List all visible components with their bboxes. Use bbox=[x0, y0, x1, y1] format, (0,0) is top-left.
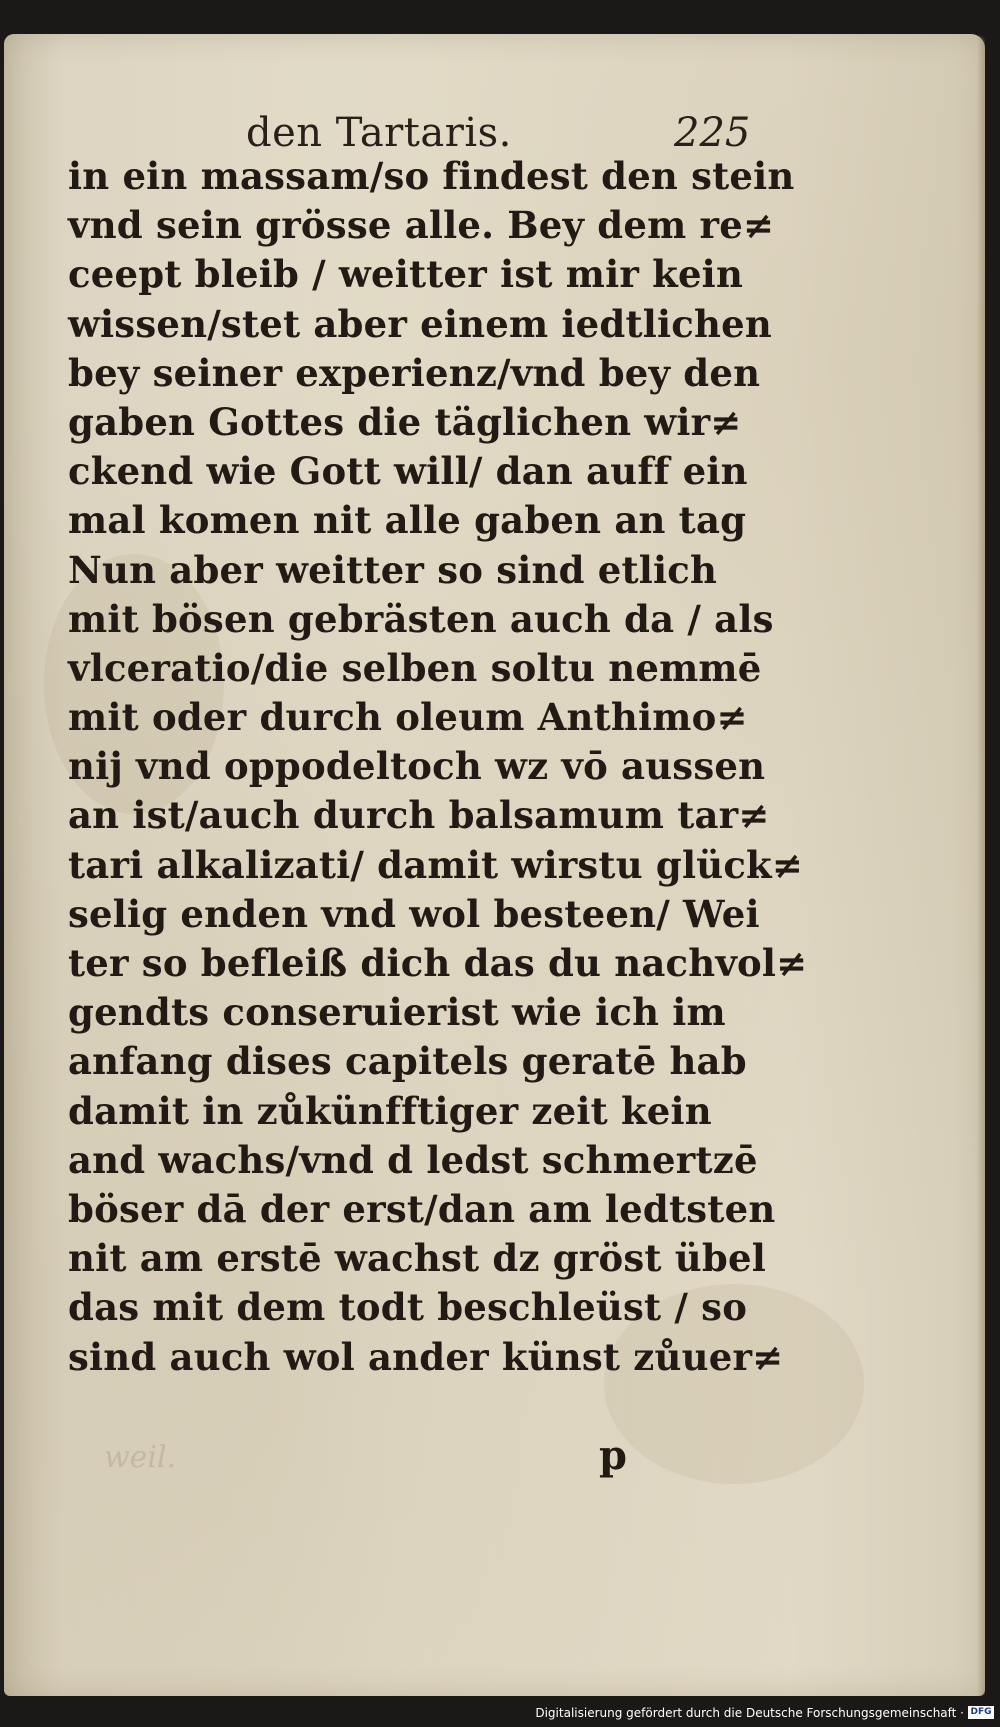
running-head: den Tartaris. bbox=[246, 110, 512, 156]
text-line: ceept bleib / weitter ist mir kein bbox=[68, 252, 744, 297]
body-text bbox=[68, 152, 808, 1382]
bleed-through-text: weil. bbox=[104, 1440, 177, 1475]
book-page bbox=[4, 34, 985, 1696]
text-line: mal komen nit alle gaben an tag bbox=[68, 498, 747, 543]
text-line: mit oder durch oleum Anthimo≠ bbox=[68, 695, 748, 740]
text-line: böser dā der erst/dan am ledtsten bbox=[68, 1186, 776, 1231]
dfg-logo-icon: DFG bbox=[968, 1706, 994, 1719]
text-line: selig enden vnd wol besteen/ Wei bbox=[68, 891, 760, 936]
text-line: damit in zůkünfftiger zeit kein bbox=[68, 1088, 712, 1133]
text-line: in ein massam/so findest den stein bbox=[68, 154, 795, 198]
text-line: an ist/auch durch balsamum tar≠ bbox=[68, 793, 770, 838]
text-line: vnd sein grösse alle. Bey dem re≠ bbox=[68, 203, 775, 248]
text-line: nij vnd oppodeltoch wz vō aussen bbox=[68, 744, 766, 789]
funding-credit: Digitalisierung gefördert durch die Deutsche Forschungsgemeinschaft · bbox=[535, 1706, 964, 1720]
text-line: Nun aber weitter so sind etlich bbox=[68, 547, 718, 592]
text-line: mit bösen gebrästen auch da / als bbox=[68, 596, 774, 641]
page-number: 225 bbox=[674, 110, 751, 156]
text-line: bey seiner experienz/vnd bey den bbox=[68, 350, 761, 395]
text-line: and wachs/vnd d ledst schmertzē bbox=[68, 1137, 758, 1182]
page-edge bbox=[977, 34, 985, 1696]
text-line: nit am erstē wachst dz gröst übel bbox=[68, 1236, 766, 1281]
text-line: tari alkalizati/ damit wirstu glück≠ bbox=[68, 842, 804, 887]
text-line: ckend wie Gott will/ dan auff ein bbox=[68, 449, 748, 494]
text-line: sind auch wol ander künst zůuer≠ bbox=[68, 1334, 784, 1379]
text-line: gendts conseruierist wie ich im bbox=[68, 990, 726, 1035]
text-line: vlceratio/die selben soltu nemmē bbox=[68, 645, 762, 690]
text-line: ter so befleiß dich das du nachvol≠ bbox=[68, 941, 808, 985]
text-line: anfang dises capitels geratē hab bbox=[68, 1039, 747, 1084]
text-line: wissen/stet aber einem iedtlichen bbox=[68, 301, 772, 346]
signature-mark: p bbox=[599, 1432, 627, 1479]
text-line: gaben Gottes die täglichen wir≠ bbox=[68, 399, 742, 444]
digitization-footer bbox=[0, 1700, 1000, 1727]
text-line: das mit dem todt beschleüst / so bbox=[68, 1285, 748, 1330]
